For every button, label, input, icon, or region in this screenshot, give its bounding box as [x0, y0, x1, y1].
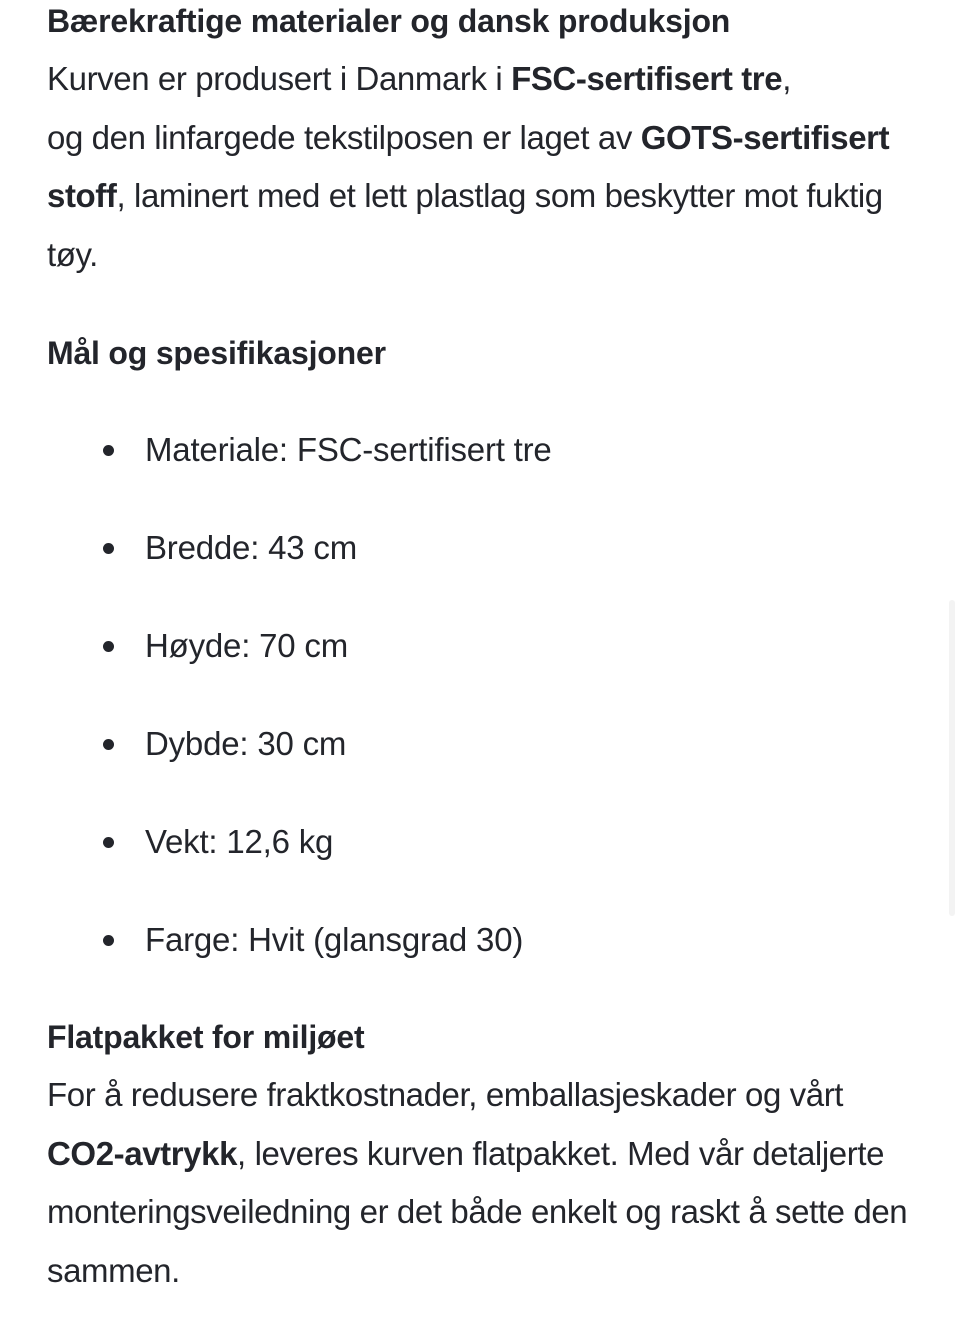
spec-label: Dybde: 30 cm — [145, 725, 347, 762]
paragraph-text: , — [782, 60, 791, 97]
paragraph-text: og den linfargede tekstilposen er laget av — [47, 118, 641, 156]
spec-weight — [47, 812, 552, 910]
spec-label: Vekt: 12,6 kg — [145, 823, 334, 860]
co2-highlight: CO2-avtrykk — [47, 1134, 238, 1172]
paragraph-text: , leveres kurven flatpakket. Med vår detaljerte monteringsveiledning er det både enkelt og raskt å sette den sammen. — [47, 1134, 908, 1289]
sustainable-materials-section — [47, 0, 917, 284]
gots-highlight: GOTS-sertifisert stoff — [47, 118, 890, 214]
spec-depth — [47, 714, 552, 812]
flatpack-heading: Flatpakket for miljøet — [47, 1019, 365, 1055]
specifications-heading: Mål og spesifikasjoner — [47, 335, 386, 371]
flatpack-section — [47, 1008, 917, 1300]
bullet-icon — [103, 935, 114, 946]
spec-material — [47, 420, 552, 518]
spec-label: Bredde: 43 cm — [145, 529, 358, 566]
scrollbar-thumb[interactable] — [949, 600, 955, 916]
spec-label: Farge: Hvit (glansgrad 30) — [145, 921, 524, 958]
spec-label: Materiale: FSC-sertifisert tre — [145, 431, 552, 468]
bullet-icon — [103, 837, 114, 848]
paragraph-text: Kurven er produsert i Danmark i — [47, 60, 512, 97]
bullet-icon — [103, 641, 114, 652]
specifications-list — [47, 420, 552, 1008]
bullet-icon — [103, 739, 114, 750]
fsc-highlight: FSC-sertifisert tre — [511, 60, 783, 97]
flatpack-paragraph — [47, 1066, 917, 1300]
paragraph-text: For å redusere fraktkostnader, emballasjeskader og vårt — [47, 1076, 844, 1113]
spec-color — [47, 910, 552, 1008]
bullet-icon — [103, 445, 114, 456]
bullet-icon — [103, 543, 114, 554]
sustainable-materials-heading: Bærekraftige materialer og dansk produksjon — [47, 3, 731, 39]
spec-height — [47, 616, 552, 714]
sustainable-materials-paragraph — [47, 50, 917, 284]
paragraph-text: , laminert med et lett plastlag som beskytter mot fuktig tøy. — [47, 177, 883, 273]
spec-label: Høyde: 70 cm — [145, 627, 348, 664]
spec-width — [47, 518, 552, 616]
